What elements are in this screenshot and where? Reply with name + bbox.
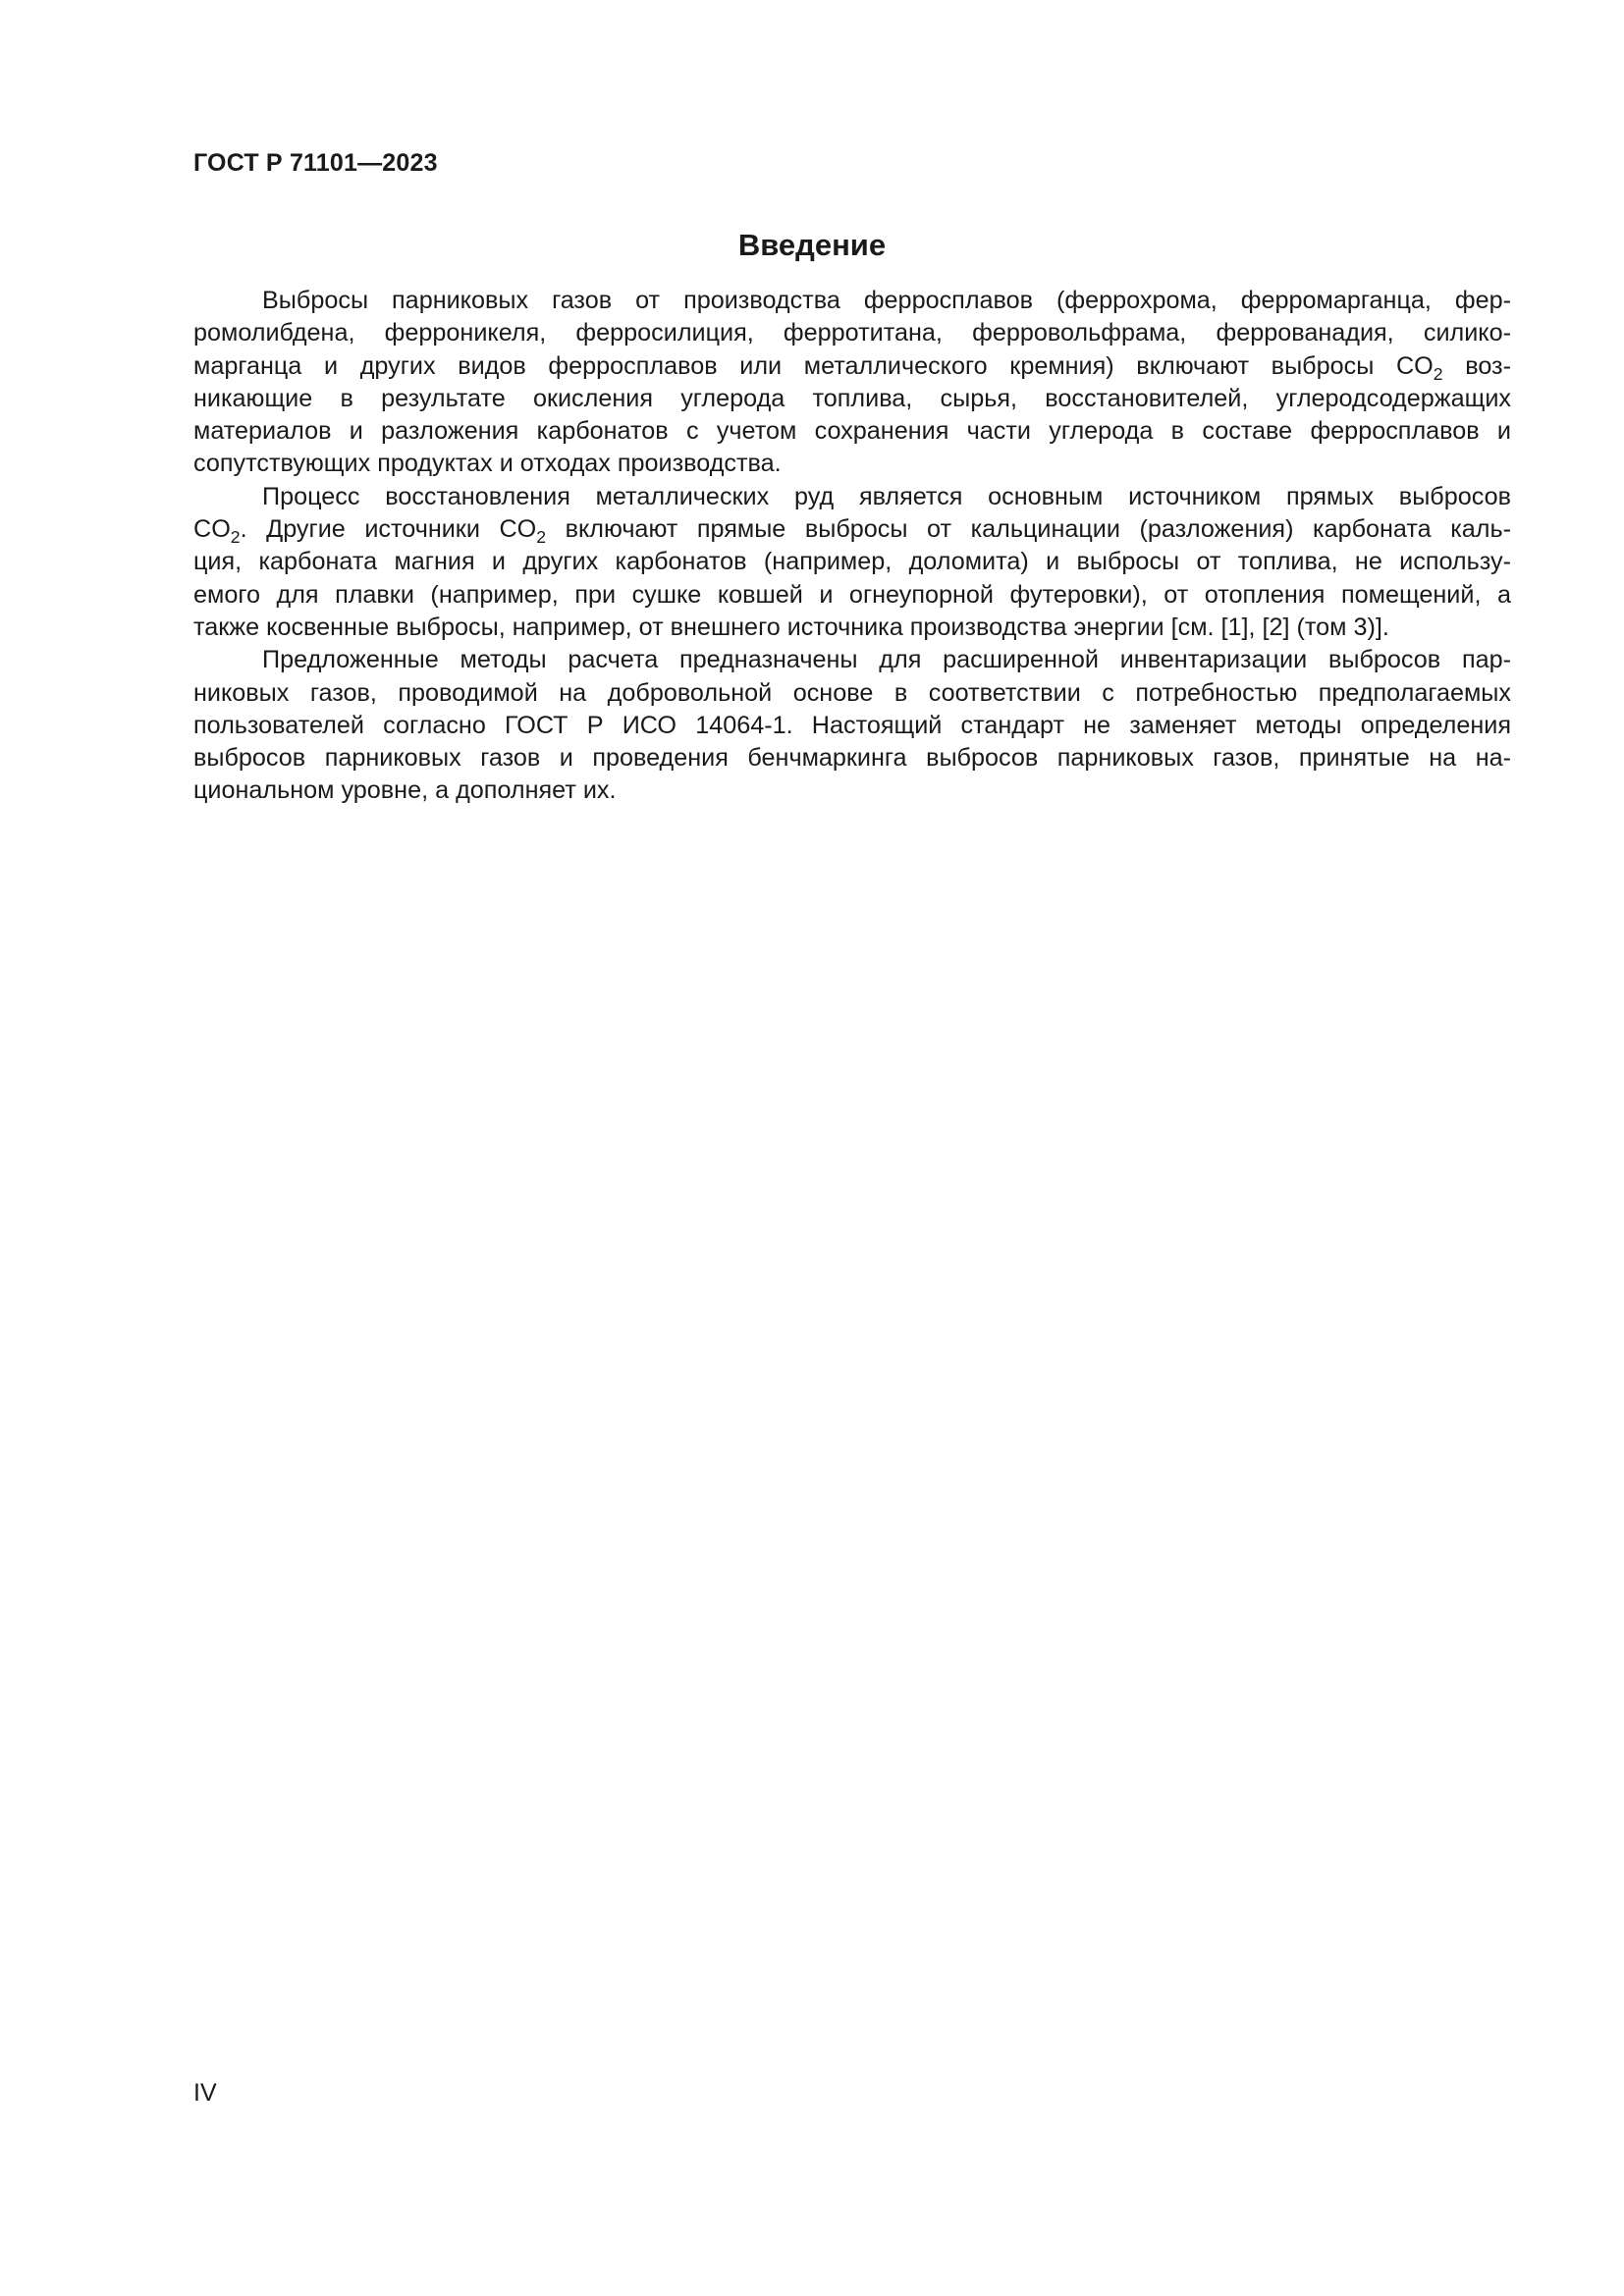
text-run: воз- (1442, 351, 1511, 380)
text-line (193, 350, 1511, 383)
text-run: . Другие источники CO (240, 515, 537, 544)
text-line: Выбросы парниковых газов от производства ферросплавов (феррохрома, ферромарганца, фер- (262, 287, 1511, 314)
text-run: CO (193, 515, 231, 544)
subscript: 2 (1433, 363, 1443, 384)
subscript: 2 (230, 527, 241, 548)
text-line: пользователей согласно ГОСТ Р ИСО 14064-1. Настоящий стандарт не заменяет методы определения (193, 711, 1511, 739)
subscript: 2 (536, 527, 547, 548)
document-code: ГОСТ Р 71101—2023 (193, 149, 438, 177)
text-line: емого для плавки (например, при сушке ковшей и огнеупорной футеровки), от отопления помещений, а (193, 580, 1511, 609)
text-line: Предложенные методы расчета предназначены для расширенной инвентаризации выбросов пар- (262, 646, 1511, 674)
text-line: никовых газов, проводимой на добровольной основе в соответствии с потребностью предполагаемых (193, 678, 1511, 707)
page-number: IV (193, 2079, 217, 2107)
text-line: никающие в результате окисления углерода топлива, сырья, восстановителей, углеродсодержащих (193, 384, 1511, 412)
text-line: ромолибдена, ферроникеля, ферросилиция, ферротитана, ферровольфрама, феррованадия, силико- (193, 319, 1511, 347)
section-title: Введение (737, 228, 887, 262)
text-line: также косвенные выбросы, например, от внешнего источника производства энергии [см. [1], [2] (том 3)]. (193, 613, 1389, 641)
text-line: циональном уровне, а дополняет их. (193, 776, 617, 805)
text-line (193, 513, 1511, 546)
text-line: ция, карбоната магния и других карбонатов (например, доломита) и выбросы от топлива, не использу- (193, 548, 1511, 576)
text-run: включают прямые выбросы от кальцинации (разложения) карбоната каль- (546, 515, 1511, 544)
text-line: выбросов парниковых газов и проведения бенчмаркинга выбросов парниковых газов, принятые на на- (193, 744, 1511, 773)
body-text (193, 285, 1511, 808)
paragraph-2 (193, 481, 1511, 644)
text-line: материалов и разложения карбонатов с учетом сохранения части углерода в составе ферросплавов и (193, 417, 1511, 446)
text-run: марганца и других видов ферросплавов или металлического кремния) включают выбросы CO (193, 351, 1434, 380)
text-line: Процесс восстановления металлических руд является основным источником прямых выбросов (262, 482, 1511, 510)
paragraph-3 (193, 644, 1511, 807)
text-line: сопутствующих продуктах и отходах производства. (193, 450, 782, 478)
paragraph-1 (193, 285, 1511, 481)
